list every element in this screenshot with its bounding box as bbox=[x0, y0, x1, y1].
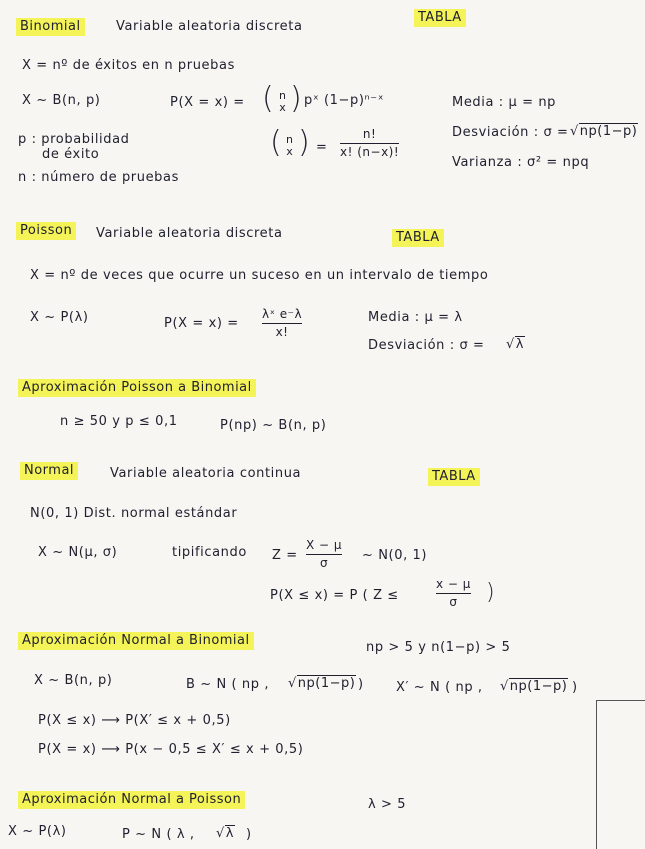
poisson-fraction bbox=[262, 307, 302, 340]
aprox-normal-binomial-x-close: ) bbox=[572, 680, 578, 695]
aprox-normal-binomial-heading: Aproximación Normal a Binomial bbox=[18, 632, 254, 650]
aprox-normal-poisson-heading: Aproximación Normal a Poisson bbox=[18, 791, 245, 809]
binomial-factorial-num: n! bbox=[362, 127, 377, 141]
fraction-bar bbox=[262, 323, 302, 324]
poisson-prob-lhs: P(X = x) = bbox=[164, 316, 239, 331]
binomial-x-definition: X = nº de éxitos en n pruebas bbox=[22, 58, 235, 73]
normal-prob-num: x − μ bbox=[436, 577, 471, 591]
normal-z-lhs: Z = bbox=[272, 548, 298, 563]
binomial-coef bbox=[279, 90, 286, 114]
aprox-normal-binomial-x-approx: X′ ~ N ( np , bbox=[396, 680, 483, 695]
binomial-prob-lhs: P(X = x) = bbox=[170, 95, 245, 110]
poisson-frac-den: x! bbox=[275, 325, 289, 339]
binomial-p-label-2: de éxito bbox=[42, 147, 100, 162]
aprox-normal-binomial-b-radicand: np(1−p) bbox=[297, 676, 356, 691]
binomial-desviacion-radicand: np(1−p) bbox=[579, 124, 638, 139]
normal-tabla-badge: TABLA bbox=[428, 468, 480, 486]
aprox-normal-poisson-distribution: X ~ P(λ) bbox=[8, 824, 67, 839]
aprox-normal-binomial-x-sqrt: √np(1−p) bbox=[500, 679, 568, 694]
normal-prob-den: σ bbox=[449, 595, 458, 609]
poisson-desviacion-label: Desviación : σ = bbox=[368, 338, 485, 353]
normal-std-definition: N(0, 1) Dist. normal estándar bbox=[30, 506, 238, 521]
normal-subtitle: Variable aleatoria continua bbox=[110, 466, 302, 481]
poisson-desviacion-sqrt: √λ bbox=[506, 337, 524, 352]
aprox-normal-binomial-b-close: ) bbox=[358, 677, 364, 692]
aprox-normal-poisson-approx: P ~ N ( λ , bbox=[122, 827, 195, 842]
aprox-normal-poisson-sqrt: √λ bbox=[216, 826, 234, 841]
aprox-normal-binomial-distribution: X ~ B(n, p) bbox=[34, 673, 113, 688]
aprox-normal-poisson-radicand: λ bbox=[225, 826, 234, 841]
normal-distribution: X ~ N(μ, σ) bbox=[38, 545, 118, 560]
binomial-factorial-eq: = bbox=[316, 140, 328, 155]
normal-z-den: σ bbox=[319, 556, 329, 570]
fraction-bar bbox=[436, 593, 471, 594]
aprox-poisson-binomial-heading: Aproximación Poisson a Binomial bbox=[18, 379, 256, 397]
binomial-coef2-open: ( bbox=[270, 125, 282, 160]
aprox-normal-poisson-close: ) bbox=[246, 827, 252, 842]
aprox-normal-binomial-b-approx: B ~ N ( np , bbox=[186, 677, 270, 692]
binomial-desviacion-sqrt: √np(1−p) bbox=[570, 124, 638, 139]
normal-prob-fraction bbox=[436, 577, 471, 610]
binomial-distribution: X ~ B(n, p) bbox=[22, 93, 101, 108]
binomial-desviacion-label: Desviación : σ = bbox=[452, 125, 569, 140]
binomial-coef-bottom: x bbox=[279, 101, 286, 114]
poisson-desviacion-radicand: λ bbox=[515, 337, 524, 352]
aprox-normal-binomial-correction-2: P(X = x) ⟶ P(x − 0,5 ≤ X′ ≤ x + 0,5) bbox=[38, 742, 304, 757]
binomial-n-label: n : número de pruebas bbox=[18, 170, 179, 185]
binomial-heading: Binomial bbox=[16, 18, 85, 36]
binomial-subtitle: Variable aleatoria discreta bbox=[116, 19, 303, 34]
binomial-coef2-bottom: x bbox=[286, 145, 293, 158]
normal-z-fraction bbox=[306, 538, 342, 571]
aprox-normal-binomial-b-sqrt: √np(1−p) bbox=[288, 676, 356, 691]
poisson-subtitle: Variable aleatoria discreta bbox=[96, 226, 283, 241]
normal-z-rhs: ~ N(0, 1) bbox=[362, 548, 428, 563]
aprox-normal-binomial-condition: np > 5 y n(1−p) > 5 bbox=[366, 640, 511, 655]
poisson-heading: Poisson bbox=[16, 222, 76, 240]
poisson-media: Media : μ = λ bbox=[368, 310, 463, 325]
aprox-poisson-binomial-condition: n ≥ 50 y p ≤ 0,1 bbox=[60, 414, 178, 429]
binomial-factorial-fraction bbox=[340, 127, 399, 160]
poisson-x-definition: X = nº de veces que ocurre un suceso en un intervalo de tiempo bbox=[30, 268, 489, 283]
fraction-bar bbox=[306, 554, 342, 555]
aprox-normal-binomial-x-radicand: np(1−p) bbox=[509, 679, 568, 694]
binomial-coef-top: n bbox=[279, 89, 286, 102]
poisson-tabla-badge: TABLA bbox=[392, 229, 444, 247]
page-corner-edge bbox=[596, 700, 645, 849]
normal-heading: Normal bbox=[20, 462, 78, 480]
binomial-coef-open: ( bbox=[262, 81, 274, 116]
binomial-tabla-badge: TABLA bbox=[414, 9, 466, 27]
binomial-coef2-top: n bbox=[286, 133, 293, 146]
poisson-distribution: X ~ P(λ) bbox=[30, 310, 89, 325]
normal-z-num: X − μ bbox=[306, 538, 343, 552]
normal-prob-close-paren: ) bbox=[486, 580, 495, 605]
binomial-coef2 bbox=[286, 134, 293, 158]
binomial-coef-close: ) bbox=[290, 81, 302, 116]
aprox-poisson-binomial-result: P(np) ~ B(n, p) bbox=[220, 418, 327, 433]
fraction-bar bbox=[340, 143, 399, 144]
normal-tipificando: tipificando bbox=[172, 545, 247, 560]
binomial-varianza: Varianza : σ² = npq bbox=[452, 155, 590, 170]
binomial-factorial-den: x! (n−x)! bbox=[340, 145, 400, 159]
binomial-prob-rhs: pˣ (1−p)ⁿ⁻ˣ bbox=[304, 93, 385, 108]
binomial-coef2-close: ) bbox=[298, 125, 310, 160]
binomial-media: Media : μ = np bbox=[452, 95, 557, 110]
normal-prob-lhs: P(X ≤ x) = P ( Z ≤ bbox=[270, 588, 399, 603]
binomial-p-label-1: p : probabilidad bbox=[18, 132, 130, 147]
aprox-normal-poisson-condition: λ > 5 bbox=[368, 797, 407, 812]
aprox-normal-binomial-correction-1: P(X ≤ x) ⟶ P(X′ ≤ x + 0,5) bbox=[38, 713, 231, 728]
poisson-frac-num: λˣ e⁻λ bbox=[262, 307, 303, 321]
